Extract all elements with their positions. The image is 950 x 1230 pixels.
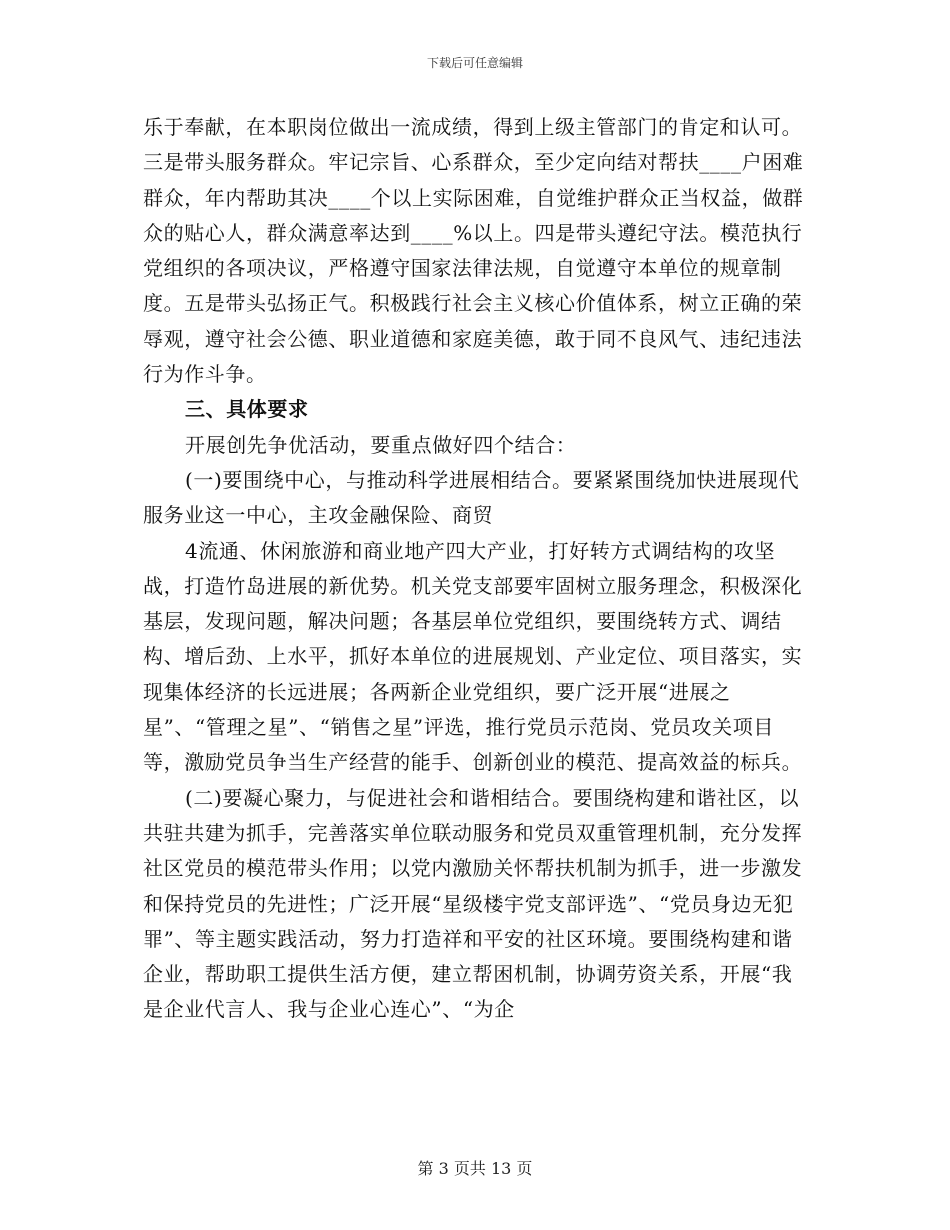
document-body	[143, 110, 811, 1028]
paragraph-item-2: (二)要凝心聚力，与促进社会和谐相结合。要围绕构建和谐社区，以共驻共建为抓手，完善落实单位联动服务和党员双重管理机制，充分发挥社区党员的模范带头作用；以党内激励关怀帮扶机制为抓手，进一步激发和保持党员的先进性；广泛开展“星级楼宇党支部评选”、“党员身边无犯罪”、等主题实践活动，努力打造祥和平安的社区环境。要围绕构建和谐企业，帮助职工提供生活方便，建立帮困机制，协调劳资关系，开展“我是企业代言人、我与企业心连心”、“为企	[143, 785, 803, 1022]
paragraph-continuation: 乐于奉献，在本职岗位做出一流成绩，得到上级主管部门的肯定和认可。三是带头服务群众。牢记宗旨、心系群众，至少定向结对帮扶____户困难群众，年内帮助其决____个以上实际困难，自觉维护群众正当权益，做群众的贴心人，群众满意率达到____%以上。四是带头遵纪守法。模范执行党组织的各项决议，严格遵守国家法律法规，自觉遵守本单位的规章制度。五是带头弘扬正气。积极践行社会主义核心价值体系，树立正确的荣辱观，遵守社会公德、职业道德和家庭美德，敢于同不良风气、违纪违法行为作斗争。	[143, 115, 804, 387]
page-header-note: 下载后可任意编辑	[426, 56, 523, 70]
paragraph-item-1-continued: 4流通、休闲旅游和商业地产四大产业，打好转方式调结构的攻坚战，打造竹岛进展的新优势。机关党支部要牢固树立服务理念，积极深化基层，发现问题，解决问题；各基层单位党组织，要围绕转方式、调结构、增后劲、上水平，抓好本单位的进展规划、产业定位、项目落实，实现集体经济的长远进展；各两新企业党组织，要广泛开展“进展之星”、“管理之星”、“销售之星”评选，推行党员示范岗、党员攻关项目等，激励党员争当生产经营的能手、创新创业的模范、提高效益的标兵。	[143, 538, 803, 775]
section-heading: 三、具体要求	[185, 397, 309, 422]
page-number: 第 3 页共 13 页	[417, 1159, 533, 1178]
paragraph-intro: 开展创先争优活动，要重点做好四个结合：	[185, 432, 577, 457]
paragraph-item-1: (一)要围绕中心，与推动科学进展相结合。要紧紧围绕加快进展现代服务业这一中心，主攻金融保险、商贸	[143, 467, 800, 528]
